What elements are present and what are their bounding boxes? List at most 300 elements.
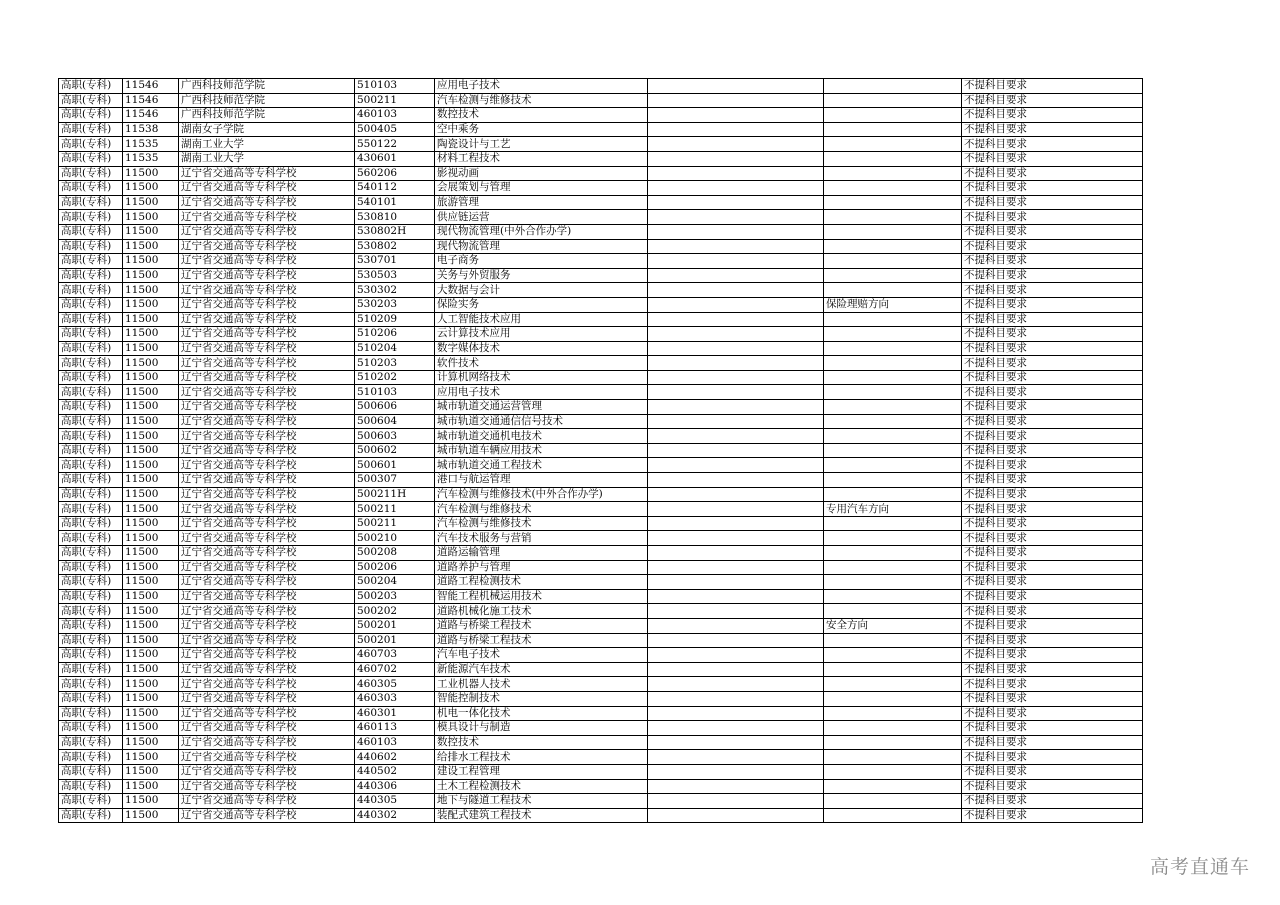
direction-cell xyxy=(824,443,962,458)
major-name-cell: 地下与隧道工程技术 xyxy=(435,794,648,809)
major-code-cell: 510209 xyxy=(355,312,435,327)
major-name-cell: 港口与航运管理 xyxy=(435,473,648,488)
direction-cell xyxy=(824,195,962,210)
requirement-cell: 不提科目要求 xyxy=(962,224,1143,239)
requirement-cell: 不提科目要求 xyxy=(962,721,1143,736)
code-cell: 11500 xyxy=(123,356,179,371)
blank-cell xyxy=(648,312,824,327)
major-code-cell: 500206 xyxy=(355,560,435,575)
code-cell: 11546 xyxy=(123,108,179,123)
table-row xyxy=(59,370,1143,385)
direction-cell xyxy=(824,429,962,444)
level-cell: 高职(专科) xyxy=(59,633,123,648)
direction-cell: 安全方向 xyxy=(824,618,962,633)
code-cell: 11500 xyxy=(123,312,179,327)
direction-cell xyxy=(824,735,962,750)
blank-cell xyxy=(648,677,824,692)
code-cell: 11500 xyxy=(123,764,179,779)
major-name-cell: 软件技术 xyxy=(435,356,648,371)
table-row xyxy=(59,560,1143,575)
direction-cell xyxy=(824,327,962,342)
level-cell: 高职(专科) xyxy=(59,181,123,196)
school-cell: 辽宁省交通高等专科学校 xyxy=(179,297,355,312)
school-cell: 辽宁省交通高等专科学校 xyxy=(179,502,355,517)
school-cell: 辽宁省交通高等专科学校 xyxy=(179,210,355,225)
major-name-cell: 供应链运营 xyxy=(435,210,648,225)
blank-cell xyxy=(648,93,824,108)
requirement-cell: 不提科目要求 xyxy=(962,151,1143,166)
major-name-cell: 城市轨道车辆应用技术 xyxy=(435,443,648,458)
major-name-cell: 人工智能技术应用 xyxy=(435,312,648,327)
major-code-cell: 460303 xyxy=(355,691,435,706)
major-name-cell: 工业机器人技术 xyxy=(435,677,648,692)
blank-cell xyxy=(648,283,824,298)
level-cell: 高职(专科) xyxy=(59,618,123,633)
major-code-cell: 440305 xyxy=(355,794,435,809)
school-cell: 辽宁省交通高等专科学校 xyxy=(179,458,355,473)
major-code-cell: 500405 xyxy=(355,122,435,137)
table-row xyxy=(59,604,1143,619)
blank-cell xyxy=(648,604,824,619)
blank-cell xyxy=(648,735,824,750)
table-row xyxy=(59,546,1143,561)
level-cell: 高职(专科) xyxy=(59,151,123,166)
level-cell: 高职(专科) xyxy=(59,794,123,809)
school-cell: 辽宁省交通高等专科学校 xyxy=(179,589,355,604)
blank-cell xyxy=(648,224,824,239)
code-cell: 11500 xyxy=(123,560,179,575)
blank-cell xyxy=(648,706,824,721)
direction-cell xyxy=(824,283,962,298)
school-cell: 辽宁省交通高等专科学校 xyxy=(179,443,355,458)
level-cell: 高职(专科) xyxy=(59,429,123,444)
school-cell: 辽宁省交通高等专科学校 xyxy=(179,487,355,502)
major-code-cell: 530203 xyxy=(355,297,435,312)
level-cell: 高职(专科) xyxy=(59,268,123,283)
level-cell: 高职(专科) xyxy=(59,779,123,794)
major-code-cell: 500603 xyxy=(355,429,435,444)
table-row xyxy=(59,458,1143,473)
school-cell: 辽宁省交通高等专科学校 xyxy=(179,195,355,210)
code-cell: 11538 xyxy=(123,122,179,137)
direction-cell xyxy=(824,79,962,94)
major-code-cell: 500211H xyxy=(355,487,435,502)
direction-cell xyxy=(824,706,962,721)
major-code-cell: 530802H xyxy=(355,224,435,239)
blank-cell xyxy=(648,297,824,312)
school-cell: 广西科技师范学院 xyxy=(179,108,355,123)
table-row xyxy=(59,589,1143,604)
school-cell: 辽宁省交通高等专科学校 xyxy=(179,516,355,531)
major-name-cell: 会展策划与管理 xyxy=(435,181,648,196)
requirement-cell: 不提科目要求 xyxy=(962,327,1143,342)
direction-cell xyxy=(824,341,962,356)
direction-cell xyxy=(824,224,962,239)
school-cell: 辽宁省交通高等专科学校 xyxy=(179,181,355,196)
major-name-cell: 装配式建筑工程技术 xyxy=(435,808,648,823)
table-row xyxy=(59,283,1143,298)
table-row xyxy=(59,531,1143,546)
table-row xyxy=(59,691,1143,706)
requirement-cell: 不提科目要求 xyxy=(962,210,1143,225)
major-name-cell: 现代物流管理 xyxy=(435,239,648,254)
school-cell: 辽宁省交通高等专科学校 xyxy=(179,677,355,692)
code-cell: 11500 xyxy=(123,516,179,531)
direction-cell: 专用汽车方向 xyxy=(824,502,962,517)
blank-cell xyxy=(648,808,824,823)
requirement-cell: 不提科目要求 xyxy=(962,122,1143,137)
table-row xyxy=(59,764,1143,779)
blank-cell xyxy=(648,327,824,342)
direction-cell xyxy=(824,210,962,225)
code-cell: 11500 xyxy=(123,297,179,312)
blank-cell xyxy=(648,181,824,196)
table-row xyxy=(59,195,1143,210)
major-code-cell: 500601 xyxy=(355,458,435,473)
table-row xyxy=(59,224,1143,239)
code-cell: 11546 xyxy=(123,79,179,94)
blank-cell xyxy=(648,341,824,356)
table-row xyxy=(59,312,1143,327)
requirement-cell: 不提科目要求 xyxy=(962,385,1143,400)
code-cell: 11500 xyxy=(123,370,179,385)
school-cell: 辽宁省交通高等专科学校 xyxy=(179,283,355,298)
blank-cell xyxy=(648,210,824,225)
code-cell: 11500 xyxy=(123,487,179,502)
major-name-cell: 汽车技术服务与营销 xyxy=(435,531,648,546)
major-name-cell: 建设工程管理 xyxy=(435,764,648,779)
blank-cell xyxy=(648,750,824,765)
table-row xyxy=(59,297,1143,312)
level-cell: 高职(专科) xyxy=(59,458,123,473)
level-cell: 高职(专科) xyxy=(59,283,123,298)
requirement-cell: 不提科目要求 xyxy=(962,79,1143,94)
major-name-cell: 智能工程机械运用技术 xyxy=(435,589,648,604)
blank-cell xyxy=(648,443,824,458)
direction-cell xyxy=(824,122,962,137)
table-row xyxy=(59,473,1143,488)
direction-cell xyxy=(824,137,962,152)
code-cell: 11500 xyxy=(123,794,179,809)
direction-cell xyxy=(824,239,962,254)
level-cell: 高职(专科) xyxy=(59,414,123,429)
table-row xyxy=(59,662,1143,677)
blank-cell xyxy=(648,764,824,779)
major-name-cell: 陶瓷设计与工艺 xyxy=(435,137,648,152)
blank-cell xyxy=(648,122,824,137)
table-row xyxy=(59,356,1143,371)
table-row xyxy=(59,429,1143,444)
table-row xyxy=(59,108,1143,123)
blank-cell xyxy=(648,648,824,663)
school-cell: 辽宁省交通高等专科学校 xyxy=(179,560,355,575)
major-code-cell: 510206 xyxy=(355,327,435,342)
code-cell: 11500 xyxy=(123,473,179,488)
major-code-cell: 510204 xyxy=(355,341,435,356)
school-cell: 辽宁省交通高等专科学校 xyxy=(179,268,355,283)
requirement-cell: 不提科目要求 xyxy=(962,137,1143,152)
requirement-cell: 不提科目要求 xyxy=(962,575,1143,590)
direction-cell xyxy=(824,575,962,590)
blank-cell xyxy=(648,370,824,385)
school-cell: 辽宁省交通高等专科学校 xyxy=(179,312,355,327)
major-code-cell: 530810 xyxy=(355,210,435,225)
code-cell: 11500 xyxy=(123,283,179,298)
blank-cell xyxy=(648,458,824,473)
direction-cell xyxy=(824,385,962,400)
level-cell: 高职(专科) xyxy=(59,327,123,342)
blank-cell xyxy=(648,108,824,123)
major-name-cell: 道路养护与管理 xyxy=(435,560,648,575)
major-code-cell: 500211 xyxy=(355,93,435,108)
level-cell: 高职(专科) xyxy=(59,721,123,736)
table-row xyxy=(59,721,1143,736)
major-code-cell: 500204 xyxy=(355,575,435,590)
requirement-cell: 不提科目要求 xyxy=(962,735,1143,750)
requirement-cell: 不提科目要求 xyxy=(962,604,1143,619)
major-code-cell: 530503 xyxy=(355,268,435,283)
major-code-cell: 500211 xyxy=(355,516,435,531)
level-cell: 高职(专科) xyxy=(59,137,123,152)
blank-cell xyxy=(648,400,824,415)
data-table xyxy=(58,78,1143,823)
blank-cell xyxy=(648,254,824,269)
direction-cell: 保险理赔方向 xyxy=(824,297,962,312)
direction-cell xyxy=(824,356,962,371)
level-cell: 高职(专科) xyxy=(59,750,123,765)
major-name-cell: 城市轨道交通工程技术 xyxy=(435,458,648,473)
major-code-cell: 460113 xyxy=(355,721,435,736)
major-code-cell: 510202 xyxy=(355,370,435,385)
requirement-cell: 不提科目要求 xyxy=(962,400,1143,415)
major-name-cell: 计算机网络技术 xyxy=(435,370,648,385)
school-cell: 辽宁省交通高等专科学校 xyxy=(179,370,355,385)
major-name-cell: 数控技术 xyxy=(435,735,648,750)
requirement-cell: 不提科目要求 xyxy=(962,808,1143,823)
direction-cell xyxy=(824,589,962,604)
level-cell: 高职(专科) xyxy=(59,312,123,327)
direction-cell xyxy=(824,414,962,429)
school-cell: 辽宁省交通高等专科学校 xyxy=(179,706,355,721)
requirement-cell: 不提科目要求 xyxy=(962,181,1143,196)
table-row xyxy=(59,239,1143,254)
requirement-cell: 不提科目要求 xyxy=(962,706,1143,721)
school-cell: 辽宁省交通高等专科学校 xyxy=(179,779,355,794)
major-code-cell: 440306 xyxy=(355,779,435,794)
direction-cell xyxy=(824,458,962,473)
major-name-cell: 电子商务 xyxy=(435,254,648,269)
major-code-cell: 460305 xyxy=(355,677,435,692)
blank-cell xyxy=(648,721,824,736)
blank-cell xyxy=(648,137,824,152)
table-row xyxy=(59,210,1143,225)
code-cell: 11500 xyxy=(123,429,179,444)
table-row xyxy=(59,794,1143,809)
major-name-cell: 城市轨道交通通信信号技术 xyxy=(435,414,648,429)
code-cell: 11500 xyxy=(123,502,179,517)
major-name-cell: 汽车电子技术 xyxy=(435,648,648,663)
direction-cell xyxy=(824,516,962,531)
major-name-cell: 道路机械化施工技术 xyxy=(435,604,648,619)
major-name-cell: 材料工程技术 xyxy=(435,151,648,166)
major-code-cell: 460301 xyxy=(355,706,435,721)
school-cell: 辽宁省交通高等专科学校 xyxy=(179,429,355,444)
school-cell: 辽宁省交通高等专科学校 xyxy=(179,546,355,561)
level-cell: 高职(专科) xyxy=(59,677,123,692)
major-code-cell: 540101 xyxy=(355,195,435,210)
table-row xyxy=(59,385,1143,400)
major-code-cell: 440302 xyxy=(355,808,435,823)
school-cell: 湖南女子学院 xyxy=(179,122,355,137)
major-code-cell: 560206 xyxy=(355,166,435,181)
blank-cell xyxy=(648,487,824,502)
level-cell: 高职(专科) xyxy=(59,764,123,779)
direction-cell xyxy=(824,604,962,619)
blank-cell xyxy=(648,268,824,283)
school-cell: 辽宁省交通高等专科学校 xyxy=(179,414,355,429)
level-cell: 高职(专科) xyxy=(59,210,123,225)
code-cell: 11500 xyxy=(123,458,179,473)
level-cell: 高职(专科) xyxy=(59,735,123,750)
major-name-cell: 汽车检测与维修技术 xyxy=(435,93,648,108)
school-cell: 辽宁省交通高等专科学校 xyxy=(179,327,355,342)
school-cell: 辽宁省交通高等专科学校 xyxy=(179,764,355,779)
major-name-cell: 应用电子技术 xyxy=(435,79,648,94)
level-cell: 高职(专科) xyxy=(59,443,123,458)
direction-cell xyxy=(824,531,962,546)
requirement-cell: 不提科目要求 xyxy=(962,764,1143,779)
direction-cell xyxy=(824,166,962,181)
code-cell: 11500 xyxy=(123,400,179,415)
direction-cell xyxy=(824,473,962,488)
direction-cell xyxy=(824,312,962,327)
table-row xyxy=(59,327,1143,342)
code-cell: 11500 xyxy=(123,691,179,706)
table-row xyxy=(59,502,1143,517)
code-cell: 11500 xyxy=(123,414,179,429)
code-cell: 11500 xyxy=(123,268,179,283)
blank-cell xyxy=(648,691,824,706)
requirement-cell: 不提科目要求 xyxy=(962,560,1143,575)
table-row xyxy=(59,122,1143,137)
school-cell: 辽宁省交通高等专科学校 xyxy=(179,239,355,254)
requirement-cell: 不提科目要求 xyxy=(962,691,1143,706)
level-cell: 高职(专科) xyxy=(59,575,123,590)
requirement-cell: 不提科目要求 xyxy=(962,633,1143,648)
requirement-cell: 不提科目要求 xyxy=(962,458,1143,473)
blank-cell xyxy=(648,662,824,677)
level-cell: 高职(专科) xyxy=(59,808,123,823)
major-code-cell: 460103 xyxy=(355,735,435,750)
level-cell: 高职(专科) xyxy=(59,487,123,502)
direction-cell xyxy=(824,764,962,779)
requirement-cell: 不提科目要求 xyxy=(962,341,1143,356)
major-code-cell: 530701 xyxy=(355,254,435,269)
school-cell: 辽宁省交通高等专科学校 xyxy=(179,691,355,706)
direction-cell xyxy=(824,691,962,706)
direction-cell xyxy=(824,254,962,269)
major-name-cell: 保险实务 xyxy=(435,297,648,312)
requirement-cell: 不提科目要求 xyxy=(962,473,1143,488)
major-code-cell: 510203 xyxy=(355,356,435,371)
table-row xyxy=(59,400,1143,415)
table-row xyxy=(59,268,1143,283)
table-row xyxy=(59,735,1143,750)
direction-cell xyxy=(824,648,962,663)
table-row xyxy=(59,779,1143,794)
requirement-cell: 不提科目要求 xyxy=(962,370,1143,385)
major-name-cell: 汽车检测与维修技术 xyxy=(435,502,648,517)
level-cell: 高职(专科) xyxy=(59,341,123,356)
requirement-cell: 不提科目要求 xyxy=(962,516,1143,531)
major-name-cell: 旅游管理 xyxy=(435,195,648,210)
code-cell: 11500 xyxy=(123,706,179,721)
level-cell: 高职(专科) xyxy=(59,531,123,546)
school-cell: 辽宁省交通高等专科学校 xyxy=(179,531,355,546)
table-row xyxy=(59,137,1143,152)
school-cell: 辽宁省交通高等专科学校 xyxy=(179,633,355,648)
table-row xyxy=(59,808,1143,823)
code-cell: 11500 xyxy=(123,721,179,736)
major-name-cell: 模具设计与制造 xyxy=(435,721,648,736)
requirement-cell: 不提科目要求 xyxy=(962,648,1143,663)
code-cell: 11500 xyxy=(123,604,179,619)
code-cell: 11500 xyxy=(123,808,179,823)
direction-cell xyxy=(824,677,962,692)
code-cell: 11500 xyxy=(123,546,179,561)
major-code-cell: 510103 xyxy=(355,385,435,400)
major-code-cell: 430601 xyxy=(355,151,435,166)
code-cell: 11500 xyxy=(123,589,179,604)
code-cell: 11500 xyxy=(123,254,179,269)
level-cell: 高职(专科) xyxy=(59,122,123,137)
level-cell: 高职(专科) xyxy=(59,79,123,94)
blank-cell xyxy=(648,633,824,648)
table-row xyxy=(59,151,1143,166)
blank-cell xyxy=(648,239,824,254)
school-cell: 辽宁省交通高等专科学校 xyxy=(179,356,355,371)
level-cell: 高职(专科) xyxy=(59,662,123,677)
level-cell: 高职(专科) xyxy=(59,356,123,371)
table-row xyxy=(59,181,1143,196)
blank-cell xyxy=(648,502,824,517)
requirement-cell: 不提科目要求 xyxy=(962,502,1143,517)
level-cell: 高职(专科) xyxy=(59,706,123,721)
requirement-cell: 不提科目要求 xyxy=(962,794,1143,809)
major-code-cell: 510103 xyxy=(355,79,435,94)
major-name-cell: 智能控制技术 xyxy=(435,691,648,706)
requirement-cell: 不提科目要求 xyxy=(962,589,1143,604)
blank-cell xyxy=(648,560,824,575)
direction-cell xyxy=(824,108,962,123)
requirement-cell: 不提科目要求 xyxy=(962,108,1143,123)
school-cell: 辽宁省交通高等专科学校 xyxy=(179,254,355,269)
school-cell: 辽宁省交通高等专科学校 xyxy=(179,750,355,765)
major-code-cell: 460702 xyxy=(355,662,435,677)
blank-cell xyxy=(648,618,824,633)
major-code-cell: 500307 xyxy=(355,473,435,488)
requirement-cell: 不提科目要求 xyxy=(962,239,1143,254)
code-cell: 11500 xyxy=(123,327,179,342)
major-code-cell: 500202 xyxy=(355,604,435,619)
direction-cell xyxy=(824,487,962,502)
school-cell: 辽宁省交通高等专科学校 xyxy=(179,735,355,750)
direction-cell xyxy=(824,633,962,648)
direction-cell xyxy=(824,779,962,794)
table-row xyxy=(59,677,1143,692)
major-name-cell: 现代物流管理(中外合作办学) xyxy=(435,224,648,239)
blank-cell xyxy=(648,429,824,444)
